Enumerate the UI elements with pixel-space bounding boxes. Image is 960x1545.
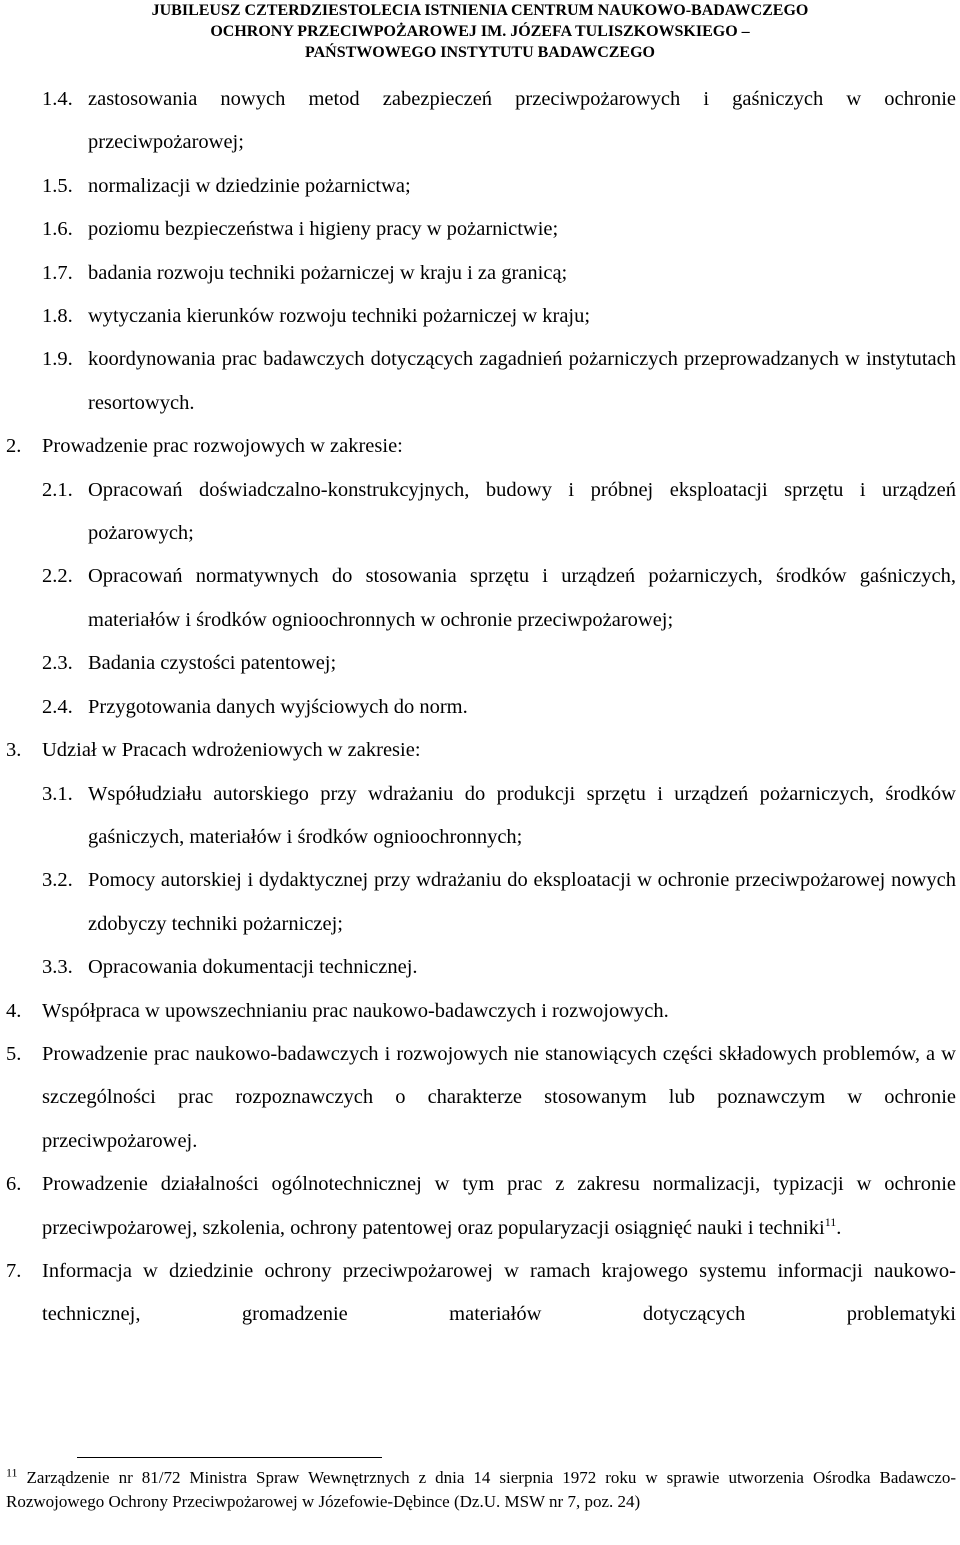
footnote-mark: 11 (6, 1465, 18, 1480)
item-text: Przygotowania danych wyjściowych do norm. (88, 695, 468, 718)
item-number: 7. (6, 1259, 22, 1282)
item-text: Badania czystości patentowej; (88, 652, 337, 675)
item-number: 1.8. (42, 305, 73, 328)
item-text: Współudziału autorskiego przy wdrażaniu do produkcji sprzętu i urządzeń pożarniczych, środków gaśniczych, materiałów i środków ognioochronnych; (88, 782, 956, 848)
item-text: Informacja w dziedzinie ochrony przeciwpożarowej w ramach krajowego systemu informacji naukowo-technicznej, gromadzenie materiałów dotyczących problematyki (42, 1259, 956, 1326)
item-number: 1.7. (42, 261, 73, 284)
item-number: 3.2. (42, 869, 73, 892)
item-text: Współpraca w upowszechnianiu prac naukowo-badawczych i rozwojowych. (42, 999, 669, 1022)
list-item (0, 990, 960, 1033)
list-item (0, 295, 960, 338)
list-item (0, 946, 960, 989)
item-text: poziomu bezpieczeństwa i higieny pracy w pożarnictwie; (88, 218, 559, 241)
item-number: 6. (6, 1173, 22, 1196)
item-number: 1.4. (42, 88, 73, 110)
list-item (0, 859, 960, 946)
list-item (0, 425, 960, 468)
footnote-separator (77, 1457, 382, 1458)
item-text-body: Prowadzenie działalności ogólnotechnicznej w tym prac z zakresu normalizacji, typizacji w ochronie przeciwpożarowej, szkolenia, ochrony patentowej oraz popularyzacji osiągnięć nauki i techniki (42, 1173, 956, 1239)
item-number: 2.4. (42, 695, 73, 718)
footnote-text: Zarządzenie nr 81/72 Ministra Spraw Wewnętrznych z dnia 14 sierpnia 1972 roku w sprawie utworzenia Ośrodka Badawczo-Rozwojowego Ochrony Przeciwpożarowej w Józefowie-Dębince (Dz.U. MSW nr 7, poz. 24) (6, 1468, 956, 1511)
item-text: wytyczania kierunków rozwoju techniki pożarniczej w kraju; (88, 305, 591, 328)
item-number: 2.2. (42, 565, 73, 588)
item-text: badania rozwoju techniki pożarniczej w kraju i za granicą; (88, 261, 568, 284)
item-text: zastosowania nowych metod zabezpieczeń przeciwpożarowych i gaśniczych w ochronie przeciwpożarowej; (88, 88, 956, 154)
item-text: Pomocy autorskiej i dydaktycznej przy wdrażaniu do eksploatacji w ochronie przeciwpożarowej nowych zdobyczy techniki pożarniczej; (88, 869, 956, 935)
list-item (0, 165, 960, 208)
body-text (0, 78, 960, 1337)
item-number: 2.3. (42, 652, 73, 675)
item-text: Prowadzenie prac naukowo-badawczych i rozwojowych nie stanowiących części składowych problemów, a w szczególności prac rozpoznawczych o charakterze stosowanym lub poznawczym w ochronie przeciwpożarowej. (42, 1042, 956, 1152)
list-item (0, 1033, 960, 1163)
item-number: 3.3. (42, 956, 73, 979)
list-item (0, 1163, 960, 1250)
item-number: 3.1. (42, 782, 73, 805)
item-text: koordynowania prac badawczych dotyczących zagadnień pożarniczych przeprowadzanych w instytutach resortowych. (88, 348, 956, 414)
list-item (0, 686, 960, 729)
header-line: JUBILEUSZ CZTERDZIESTOLECIA ISTNIENIA CENTRUM NAUKOWO-BADAWCZEGO (151, 2, 809, 19)
item-number: 2. (6, 435, 22, 458)
item-number: 4. (6, 999, 22, 1022)
item-number: 1.5. (42, 174, 73, 197)
header-line: PAŃSTWOWEGO INSTYTUTU BADAWCZEGO (305, 44, 655, 61)
footnote (6, 1466, 956, 1514)
list-item (0, 773, 960, 860)
item-number: 3. (6, 739, 22, 762)
list-item (0, 642, 960, 685)
list-item (0, 469, 960, 556)
item-number: 2.1. (42, 478, 73, 501)
item-text: Prowadzenie prac rozwojowych w zakresie: (42, 435, 403, 458)
item-text: Opracowań doświadczalno-konstrukcyjnych, budowy i próbnej eksploatacji sprzętu i urządzeń pożarowych; (88, 478, 956, 545)
item-text: normalizacji w dziedzinie pożarnictwa; (88, 174, 411, 197)
list-item (0, 729, 960, 772)
list-item (0, 252, 960, 295)
footnote-reference: 11 (824, 1214, 837, 1229)
item-number: 1.9. (42, 348, 73, 371)
item-number: 5. (6, 1042, 22, 1065)
item-text (42, 1163, 956, 1250)
item-text: Opracowań normatywnych do stosowania sprzętu i urządzeń pożarniczych, środków gaśniczych, materiałów i środków ognioochronnych w ochronie przeciwpożarowej; (88, 565, 956, 631)
header-line: OCHRONY PRZECIWPOŻAROWEJ IM. JÓZEFA TULISZKOWSKIEGO – (210, 23, 750, 40)
list-item (0, 208, 960, 251)
item-text-tail: . (836, 1216, 842, 1239)
list-item (0, 338, 960, 425)
list-item (0, 78, 960, 165)
item-text: Opracowania dokumentacji technicznej. (88, 956, 418, 979)
list-item (0, 555, 960, 642)
item-text: Udział w Pracach wdrożeniowych w zakresie: (42, 739, 421, 762)
running-header (0, 0, 960, 63)
item-number: 1.6. (42, 218, 73, 241)
list-item (0, 1250, 960, 1337)
